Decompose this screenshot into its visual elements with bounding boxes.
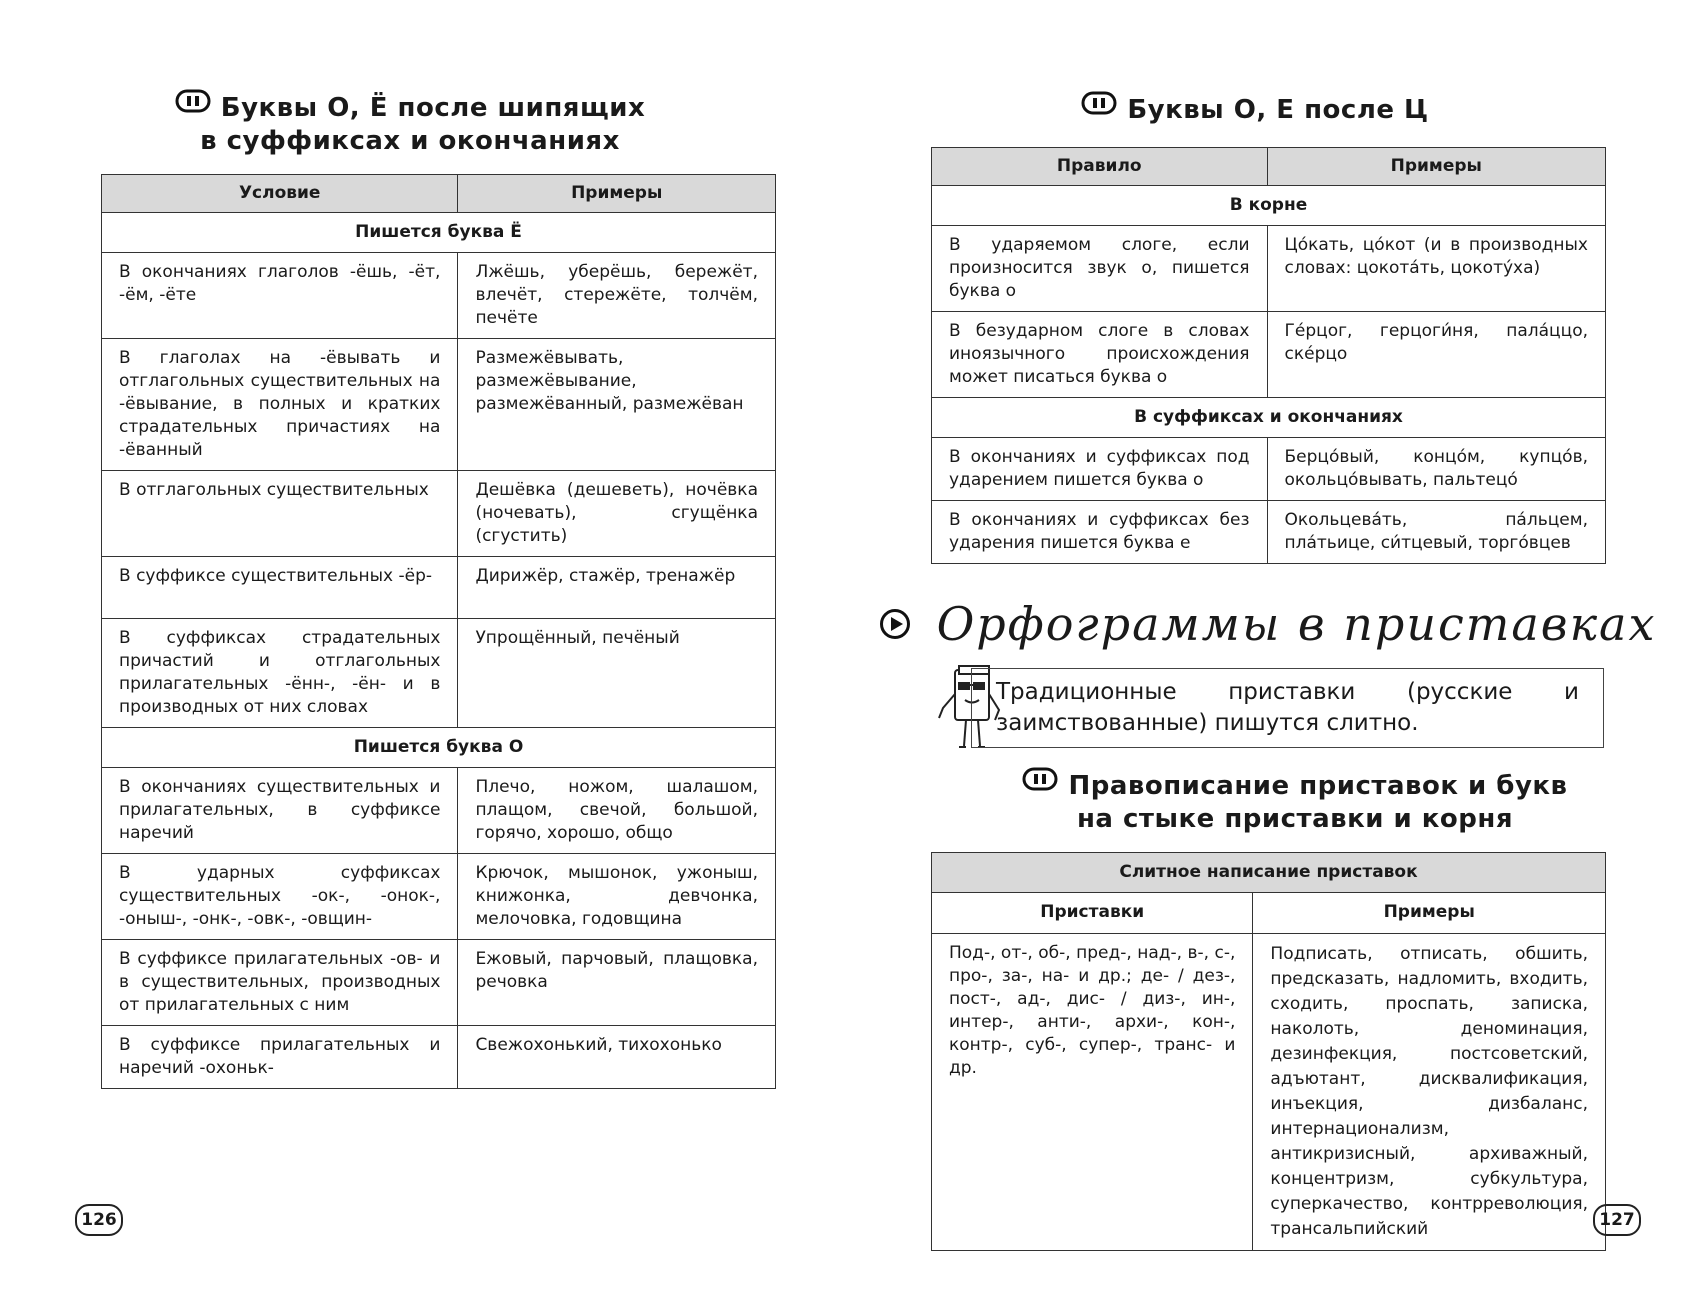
book-section-icon [1022, 767, 1058, 800]
table-row [102, 854, 776, 940]
note-box [971, 668, 1604, 748]
examples-cell: Подписать, отписать, обшить, предсказать, надломить, входить, сходить, проспать, записка, наколоть, деноминация, дезинфекция, постсоветский, адъютант, дисквалификация, инъекция, дизбаланс, интернационализм, антикризисный, архиважный, концентризм, субкультура, суперкачество, контрреволюция, трансальпийский [1253, 934, 1606, 1251]
table-row [102, 768, 776, 854]
examples-cell: Ге́рцог, герцоги́ня, пала́ццо, скéрцо [1267, 312, 1606, 398]
right-page [845, 0, 1690, 1312]
table-row [102, 557, 776, 619]
play-icon [879, 596, 911, 652]
subtitle-line1: Правописание приставок и букв [1068, 771, 1568, 801]
left-title-line1: Буквы О, Ё после шипящих [220, 93, 646, 123]
right-title-text: Буквы О, Е после Ц [1127, 95, 1429, 125]
section-title [845, 596, 1690, 656]
rule-cell: В суффиксах страдательных причастий и отглагольных прилагательных -ённ-, -ён- и в производных от них словах [102, 619, 458, 728]
column-header-examples: Примеры [1253, 893, 1606, 934]
section-heading: Пишется буква О [102, 728, 776, 768]
book-section-icon [175, 89, 211, 122]
rule-cell: В окончаниях и суффиксах под ударением пишется буква о [932, 438, 1268, 501]
examples-cell: Лжёшь, уберёшь, бережёт, влечёт, стережёте, толчём, печёте [458, 253, 776, 339]
book-section-icon [1081, 91, 1117, 124]
rule-cell: В ударяемом слоге, если произносится звук о, пишется буква о [932, 226, 1268, 312]
rule-cell: В окончаниях глаголов -ёшь, -ёт, -ём, -ёте [102, 253, 458, 339]
table-row [932, 312, 1606, 398]
section-heading: В корне [932, 186, 1606, 226]
table-row [932, 226, 1606, 312]
table-row [932, 501, 1606, 564]
examples-cell: Окольцева́ть, па́льцем, пла́тьице, си́тцевый, торго́вцев [1267, 501, 1606, 564]
section-heading: В суффиксах и окончаниях [932, 398, 1606, 438]
right-title [905, 94, 1605, 127]
column-header-examples: Примеры [458, 175, 776, 213]
subtitle-line2: на стыке приставки и корня [1076, 804, 1514, 834]
examples-cell: Крючок, мышонок, ужоныш, книжонка, девчонка, мелочовка, годовщина [458, 854, 776, 940]
examples-cell: Ежовый, парчовый, плащовка, речовка [458, 940, 776, 1026]
rule-cell: В безударном слоге в словах иноязычного происхождения может писаться буква о [932, 312, 1268, 398]
section-heading: Пишется буква Ё [102, 213, 776, 253]
page-number: 126 [75, 1204, 123, 1236]
examples-cell: Свежохонький, тихохонько [458, 1026, 776, 1089]
examples-cell: Дешёвка (дешеветь), ночёвка (ночевать), сгущёнка (сгустить) [458, 471, 776, 557]
column-header-prefixes: Приставки [932, 893, 1253, 934]
rule-cell: В суффиксе прилагательных -ов- и в существительных, производных от прилагательных с ним [102, 940, 458, 1026]
rule-cell: В окончаниях и суффиксах без ударения пишется буква е [932, 501, 1268, 564]
table-row [102, 471, 776, 557]
subtitle [905, 770, 1685, 836]
table-caption: Слитное написание приставок [932, 853, 1606, 893]
rule-cell: В глаголах на -ёвывать и отглагольных существительных на -ёвывание, в полных и кратких страдательных причастиях на -ёванный [102, 339, 458, 471]
rule-cell: В суффиксе прилагательных и наречий -охоньк- [102, 1026, 458, 1089]
examples-cell: Берцо́вый, концо́м, купцо́в, окольцо́вывать, пальтецо́ [1267, 438, 1606, 501]
table-row [932, 438, 1606, 501]
rule-cell: В суффиксе существительных -ёр- [102, 557, 458, 619]
rule-cell: В ударных суффиксах существительных -ок-, -онок-, -оныш-, -онк-, -овк-, -овщин- [102, 854, 458, 940]
table-row [102, 253, 776, 339]
prefixes-cell: Под-, от-, об-, пред-, над-, в-, с-, про-, за-, на- и др.; де- / дез-, пост-, ад-, дис- / диз-, ин-, интер-, анти-, архи-, кон-, контр-, суб-, супер-, транс- и др. [932, 934, 1253, 1251]
column-header-rule: Правило [932, 148, 1268, 186]
o-e-after-ts-table [931, 147, 1606, 564]
table-row [102, 1026, 776, 1089]
page-number: 127 [1593, 1204, 1641, 1236]
section-title-text: Орфограммы в приставках [936, 597, 1657, 651]
note-text: Традиционные приставки (русские и заимствованные) пишутся слитно. [996, 679, 1579, 736]
table-row [932, 934, 1606, 1251]
examples-cell: Плечо, ножом, шалашом, плащом, свечой, большой, горячо, хорошо, общо [458, 768, 776, 854]
left-title [100, 92, 720, 158]
column-header-examples: Примеры [1267, 148, 1606, 186]
rule-cell: В окончаниях существительных и прилагательных, в суффиксе наречий [102, 768, 458, 854]
examples-cell: Дирижёр, стажёр, тренажёр [458, 557, 776, 619]
table-row [102, 619, 776, 728]
column-header-condition: Условие [102, 175, 458, 213]
o-yo-after-sibilants-table [101, 174, 776, 1089]
examples-cell: Цо́кать, цо́кот (и в производных словах: цокота́ть, цокоту́ха) [1267, 226, 1606, 312]
rule-cell: В отглагольных существительных [102, 471, 458, 557]
examples-cell: Размежёвывать, размежёвывание, размежёванный, размежёван [458, 339, 776, 471]
table-row [102, 940, 776, 1026]
table-row [102, 339, 776, 471]
left-title-line2: в суффиксах и окончаниях [200, 126, 620, 156]
prefixes-table [931, 852, 1606, 1251]
examples-cell: Упрощённый, печёный [458, 619, 776, 728]
